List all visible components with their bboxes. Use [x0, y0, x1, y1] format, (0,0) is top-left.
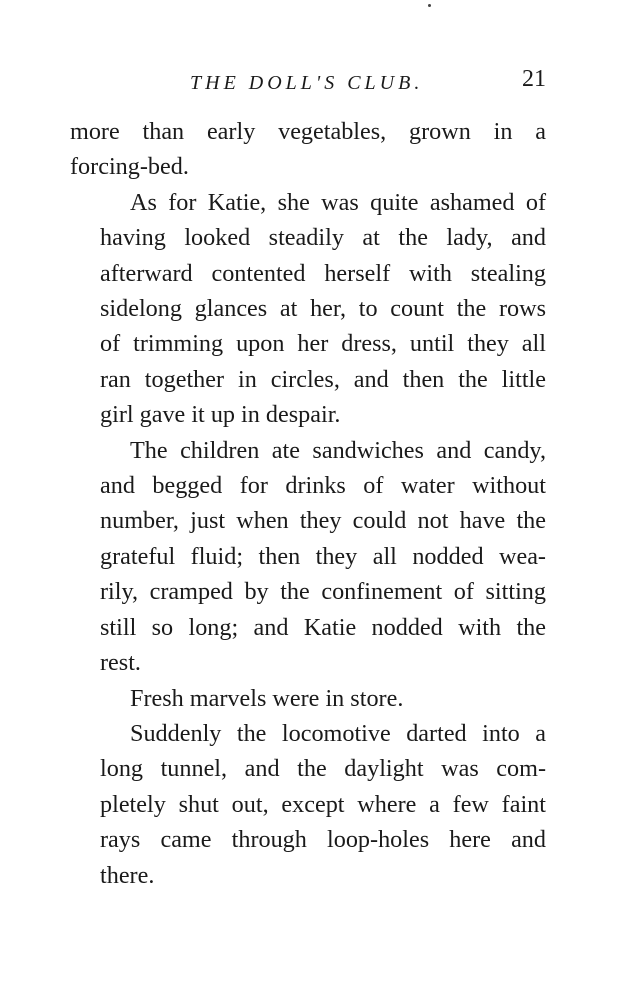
- text-line: number, just when they could not have the: [100, 507, 546, 535]
- text-line: The children ate sandwiches and candy,: [130, 436, 546, 464]
- text-line: of trimming upon her dress, until they all: [100, 330, 546, 358]
- text-line: ran together in circles, and then the little: [100, 365, 546, 393]
- body-text: [70, 114, 546, 893]
- text-line: pletely shut out, except where a few faint: [100, 790, 546, 818]
- paragraph: [70, 716, 546, 893]
- text-line: rily, cramped by the confinement of sitting: [100, 578, 546, 606]
- text-line: still so long; and Katie nodded with the: [100, 613, 546, 641]
- text-line: forcing-bed.: [70, 153, 189, 181]
- paragraph: [70, 433, 546, 681]
- paragraph: [70, 681, 546, 716]
- text-line: As for Katie, she was quite ashamed of: [130, 188, 546, 216]
- paragraph: [70, 114, 546, 185]
- page-number: 21: [522, 66, 546, 92]
- text-line: Fresh marvels were in store.: [130, 684, 404, 712]
- text-line: having looked steadily at the lady, and: [100, 224, 546, 252]
- text-line: girl gave it up in despair.: [100, 401, 341, 429]
- text-line: long tunnel, and the daylight was com-: [100, 755, 546, 783]
- running-title: THE DOLL'S CLUB.: [190, 72, 424, 94]
- text-line: rays came through loop-holes here and: [100, 826, 546, 854]
- page-header: [70, 64, 546, 104]
- paragraph: [70, 185, 546, 433]
- text-line: Suddenly the locomotive darted into a: [130, 719, 546, 747]
- text-line: there.: [100, 861, 155, 889]
- text-line: sidelong glances at her, to count the rows: [100, 295, 546, 323]
- print-speck: [428, 4, 431, 7]
- text-line: more than early vegetables, grown in a: [70, 118, 546, 145]
- text-line: rest.: [100, 649, 141, 677]
- text-line: grateful fluid; then they all nodded wea-: [100, 542, 546, 570]
- text-line: and begged for drinks of water without: [100, 472, 546, 500]
- text-line: afterward contented herself with stealing: [100, 259, 546, 287]
